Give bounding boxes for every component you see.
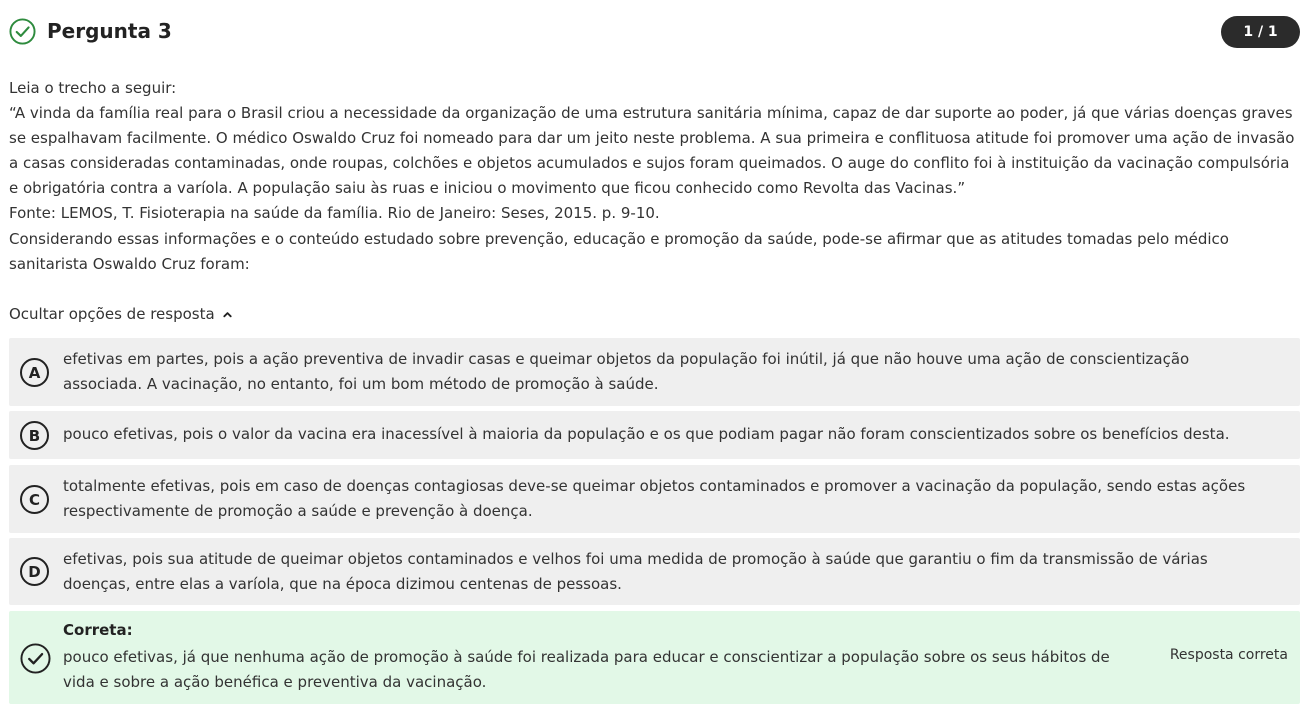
question-text bbox=[9, 76, 1300, 277]
option-text-b: pouco efetivas, pois o valor da vacina era inacessível à maioria da população e os que podiam pagar não foram conscientizados sobre os benefícios desta. bbox=[63, 425, 1230, 443]
option-text-c: totalmente efetivas, pois em caso de doenças contagiosas deve-se queimar objetos contaminados e promover a vacinação da população, sendo estas ações respectivamente de promoção a saúde e prevenção à doença. bbox=[63, 477, 1246, 520]
option-letter-c: C bbox=[20, 485, 49, 514]
option-text-d: efetivas, pois sua atitude de queimar objetos contaminados e velhos foi uma medida de promoção à saúde que garantiu o fim da transmissão de várias doenças, entre elas a varíola, que na época dizimou centenas de pessoas. bbox=[63, 550, 1208, 593]
answer-option-d[interactable] bbox=[9, 538, 1300, 605]
toggle-answer-options[interactable] bbox=[9, 305, 233, 323]
check-circle-icon bbox=[20, 643, 51, 674]
chevron-up-icon bbox=[222, 309, 233, 320]
question-source: Fonte: LEMOS, T. Fisioterapia na saúde da família. Rio de Janeiro: Seses, 2015. p. 9-10. bbox=[9, 204, 660, 223]
answer-option-b[interactable] bbox=[9, 411, 1300, 459]
question-header bbox=[9, 16, 1300, 48]
question-quote: “A vinda da família real para o Brasil criou a necessidade da organização de uma estrutura sanitária mínima, capaz de dar suporte ao poder, já que várias doenças graves se espalhavam facilmente. O médico Oswaldo Cruz foi nomeado para dar um jeito neste problema. A sua primeira e conflituosa atitude foi promover uma ação de invasão a casas consideradas contaminadas, onde roupas, colchões e objetos acumulados e sujos foram queimados. O auge do conflito foi à instituição da vacinação compulsória e obrigatória contra a varíola. A população saiu às ruas e iniciou o movimento que ficou conhecido como Revolta das Vacinas.” bbox=[9, 104, 1295, 198]
score-badge: 1 / 1 bbox=[1221, 16, 1300, 48]
correct-label: Correta: bbox=[63, 621, 133, 639]
option-letter-b: B bbox=[20, 421, 49, 450]
question-intro: Leia o trecho a seguir: bbox=[9, 79, 177, 97]
question-title: Pergunta 3 bbox=[47, 19, 172, 43]
answer-option-a[interactable] bbox=[9, 338, 1300, 406]
option-text-a: efetivas em partes, pois a ação preventiva de invadir casas e queimar objetos da população foi inútil, já que não houve uma ação de conscientização associada. A vacinação, no entanto, foi um bom método de promoção à saúde. bbox=[63, 350, 1190, 393]
correct-answer bbox=[9, 611, 1300, 704]
correct-answer-text: pouco efetivas, já que nenhuma ação de promoção à saúde foi realizada para educar e conscientizar a população sobre os seus hábitos de vida e sobre a ação benéfica e preventiva da vacinação. bbox=[63, 648, 1110, 691]
answer-option-c[interactable] bbox=[9, 465, 1300, 533]
toggle-label: Ocultar opções de resposta bbox=[9, 305, 215, 323]
check-circle-icon bbox=[9, 18, 36, 45]
correct-answer-tag: Resposta correta bbox=[1169, 647, 1288, 663]
option-letter-a: A bbox=[20, 358, 49, 387]
option-letter-d: D bbox=[20, 557, 49, 586]
question-prompt: Considerando essas informações e o conteúdo estudado sobre prevenção, educação e promoção da saúde, pode-se afirmar que as atitudes tomadas pelo médico sanitarista Oswaldo Cruz foram: bbox=[9, 229, 1229, 273]
